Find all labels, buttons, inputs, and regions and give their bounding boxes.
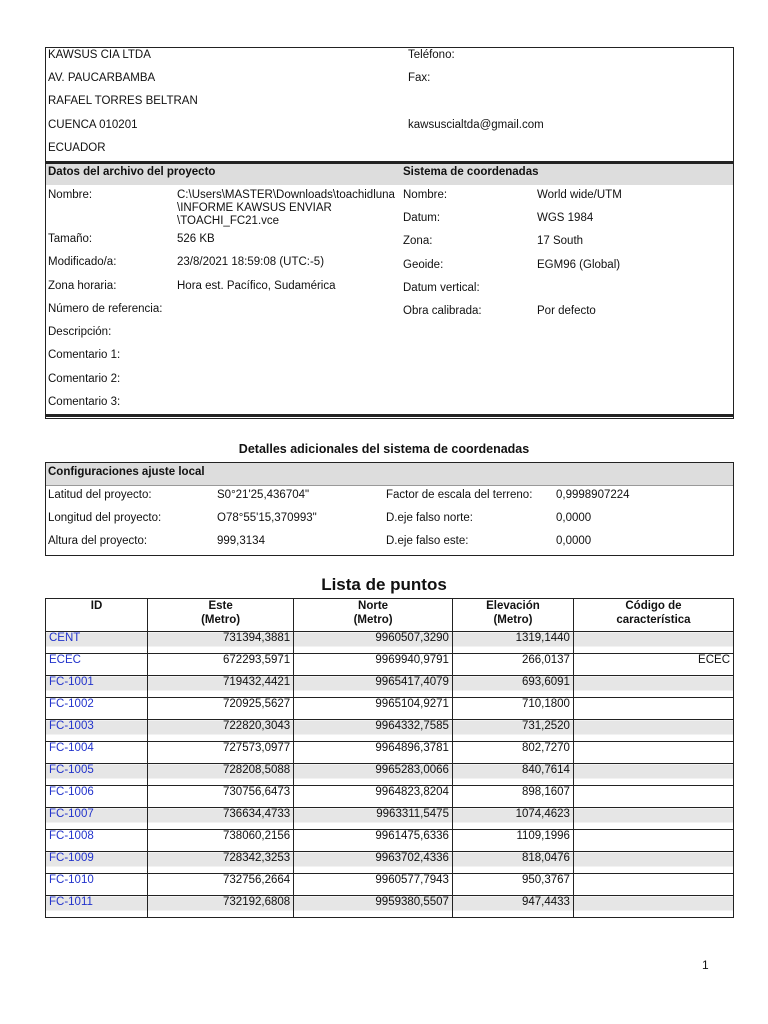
- point-id-link[interactable]: FC-1006: [46, 786, 148, 808]
- table-row: [46, 874, 734, 896]
- table-cell: [573, 830, 733, 852]
- detail-value: 0,0000: [556, 512, 592, 524]
- point-id-link[interactable]: FC-1010: [46, 874, 148, 896]
- table-cell: [573, 764, 733, 786]
- page-number: 1: [702, 958, 709, 972]
- table-header-row: [46, 599, 734, 632]
- column-header: [294, 599, 453, 632]
- coords-value: 17 South: [537, 235, 584, 247]
- table-cell: 9964823,8204: [294, 786, 453, 808]
- table-cell: 9961475,6336: [294, 830, 453, 852]
- table-cell: 672293,5971: [148, 654, 294, 676]
- table-cell: 9960577,7943: [294, 874, 453, 896]
- path-line: \INFORME KAWSUS ENVIAR: [177, 202, 332, 214]
- table-cell: 9964896,3781: [294, 742, 453, 764]
- project-label: Número de referencia:: [48, 303, 163, 315]
- point-id-link[interactable]: FC-1001: [46, 676, 148, 698]
- table-cell: 730756,6473: [148, 786, 294, 808]
- header-line: Elevación: [486, 600, 540, 612]
- header-line: (Metro): [353, 614, 393, 626]
- table-cell: [573, 698, 733, 720]
- point-id-link[interactable]: FC-1003: [46, 720, 148, 742]
- table-cell: 728342,3253: [148, 852, 294, 874]
- table-cell: 710,1800: [452, 698, 573, 720]
- column-header: [452, 599, 573, 632]
- fax-label: Fax:: [408, 72, 431, 84]
- table-cell: 738060,2156: [148, 830, 294, 852]
- project-label: Comentario 1:: [48, 349, 121, 361]
- table-cell: 1074,4623: [452, 808, 573, 830]
- detail-label: Factor de escala del terreno:: [386, 489, 533, 501]
- table-cell: 947,4433: [452, 896, 573, 918]
- table-cell: [573, 786, 733, 808]
- coords-value: WGS 1984: [537, 212, 594, 224]
- column-header: [46, 599, 148, 632]
- company-address: AV. PAUCARBAMBA: [48, 72, 156, 84]
- table-cell: 9963311,5475: [294, 808, 453, 830]
- table-row: [46, 764, 734, 786]
- detail-label: D.eje falso norte:: [386, 512, 473, 524]
- coords-label: Obra calibrada:: [403, 305, 482, 317]
- table-cell: 9965283,0066: [294, 764, 453, 786]
- points-title: Lista de puntos: [321, 575, 447, 594]
- table-cell: 720925,5627: [148, 698, 294, 720]
- table-row: [46, 896, 734, 918]
- table-cell: 9965417,4079: [294, 676, 453, 698]
- table-cell: 1319,1440: [452, 632, 573, 654]
- table-row: [46, 830, 734, 852]
- coords-label: Zona:: [403, 235, 433, 247]
- table-cell: 736634,4733: [148, 808, 294, 830]
- project-header: Datos del archivo del proyecto: [48, 166, 216, 178]
- column-header: [573, 599, 733, 632]
- table-row: [46, 720, 734, 742]
- points-table: [45, 598, 734, 918]
- detail-label: D.eje falso este:: [386, 535, 469, 547]
- table-cell: 719432,4421: [148, 676, 294, 698]
- company-contact: RAFAEL TORRES BELTRAN: [48, 95, 198, 107]
- column-header: [148, 599, 294, 632]
- path-line: \TOACHI_FC21.vce: [177, 215, 280, 227]
- table-cell: 266,0137: [452, 654, 573, 676]
- header-line: Código de: [625, 600, 682, 612]
- project-value: 23/8/2021 18:59:08 (UTC:-5): [177, 256, 325, 268]
- table-cell: 9960507,3290: [294, 632, 453, 654]
- detail-label: Altura del proyecto:: [48, 535, 148, 547]
- table-cell: [573, 808, 733, 830]
- table-row: [46, 698, 734, 720]
- table-cell: 732756,2664: [148, 874, 294, 896]
- coords-label: Datum vertical:: [403, 282, 480, 294]
- project-value: Hora est. Pacífico, Sudamérica: [177, 280, 336, 292]
- project-value: 526 KB: [177, 233, 215, 245]
- project-label: Zona horaria:: [48, 280, 117, 292]
- details-header: Configuraciones ajuste local: [48, 466, 205, 478]
- table-cell: [573, 896, 733, 918]
- table-row: [46, 852, 734, 874]
- point-id-link[interactable]: FC-1005: [46, 764, 148, 786]
- company-city: CUENCA 010201: [48, 119, 138, 131]
- point-id-link[interactable]: FC-1007: [46, 808, 148, 830]
- phone-label: Teléfono:: [408, 49, 455, 61]
- detail-value: 0,0000: [556, 535, 592, 547]
- detail-value: O78°55'15,370993": [217, 512, 317, 524]
- detail-value: 999,3134: [217, 535, 265, 547]
- divider: [45, 414, 734, 417]
- table-cell: [573, 676, 733, 698]
- project-value: [177, 189, 395, 228]
- table-cell: [573, 852, 733, 874]
- table-cell: [573, 874, 733, 896]
- project-label: Comentario 3:: [48, 396, 121, 408]
- table-row: [46, 632, 734, 654]
- email: kawsuscialtda@gmail.com: [408, 119, 544, 131]
- company-country: ECUADOR: [48, 142, 106, 154]
- table-cell: 9969940,9791: [294, 654, 453, 676]
- point-id-link[interactable]: FC-1009: [46, 852, 148, 874]
- point-id-link[interactable]: CENT: [46, 632, 148, 654]
- header-line: ID: [90, 600, 103, 612]
- table-cell: 840,7614: [452, 764, 573, 786]
- table-cell: 727573,0977: [148, 742, 294, 764]
- table-cell: 950,3767: [452, 874, 573, 896]
- table-cell: 732192,6808: [148, 896, 294, 918]
- header-line: Norte: [358, 600, 389, 612]
- table-cell: 802,7270: [452, 742, 573, 764]
- coords-label: Datum:: [403, 212, 441, 224]
- point-id-link[interactable]: FC-1008: [46, 830, 148, 852]
- detail-value: 0,9998907224: [556, 489, 630, 501]
- table-row: [46, 676, 734, 698]
- table-cell: 731,2520: [452, 720, 573, 742]
- project-label: Modificado/a:: [48, 256, 117, 268]
- table-row: [46, 786, 734, 808]
- point-id-link[interactable]: FC-1004: [46, 742, 148, 764]
- table-cell: 9964332,7585: [294, 720, 453, 742]
- header-line: (Metro): [493, 614, 533, 626]
- coords-value: EGM96 (Global): [537, 259, 621, 271]
- table-cell: 1109,1996: [452, 830, 573, 852]
- table-cell: 728208,5088: [148, 764, 294, 786]
- coords-value: World wide/UTM: [537, 189, 622, 201]
- table-cell: 731394,3881: [148, 632, 294, 654]
- table-row: [46, 742, 734, 764]
- coords-label: Geoide:: [403, 259, 444, 271]
- table-cell: [573, 632, 733, 654]
- table-cell: 722820,3043: [148, 720, 294, 742]
- table-cell: 898,1607: [452, 786, 573, 808]
- path-line: C:\Users\MASTER\Downloads\toachidluna: [177, 189, 395, 201]
- company-name: KAWSUS CIA LTDA: [48, 49, 151, 61]
- coords-header: Sistema de coordenadas: [403, 166, 539, 178]
- coords-label: Nombre:: [403, 189, 448, 201]
- project-label: Tamaño:: [48, 233, 93, 245]
- table-cell: [573, 742, 733, 764]
- table-row: [46, 654, 734, 676]
- detail-label: Latitud del proyecto:: [48, 489, 152, 501]
- project-label: Descripción:: [48, 326, 112, 338]
- details-title: Detalles adicionales del sistema de coordenadas: [238, 442, 530, 456]
- table-cell: 9963702,4336: [294, 852, 453, 874]
- point-id-link[interactable]: FC-1011: [46, 896, 148, 918]
- header-line: (Metro): [201, 614, 241, 626]
- table-cell: 818,0476: [452, 852, 573, 874]
- point-id-link[interactable]: FC-1002: [46, 698, 148, 720]
- table-cell: [573, 720, 733, 742]
- table-cell: ECEC: [573, 654, 733, 676]
- header-line: característica: [616, 614, 691, 626]
- table-cell: 9959380,5507: [294, 896, 453, 918]
- table-cell: 693,6091: [452, 676, 573, 698]
- detail-label: Longitud del proyecto:: [48, 512, 162, 524]
- header-line: Este: [208, 600, 233, 612]
- coords-value: Por defecto: [537, 305, 596, 317]
- point-id-link[interactable]: ECEC: [46, 654, 148, 676]
- project-label: Comentario 2:: [48, 373, 121, 385]
- detail-value: S0°21'25,436704": [217, 489, 310, 501]
- table-cell: 9965104,9271: [294, 698, 453, 720]
- table-row: [46, 808, 734, 830]
- project-label: Nombre:: [48, 189, 93, 201]
